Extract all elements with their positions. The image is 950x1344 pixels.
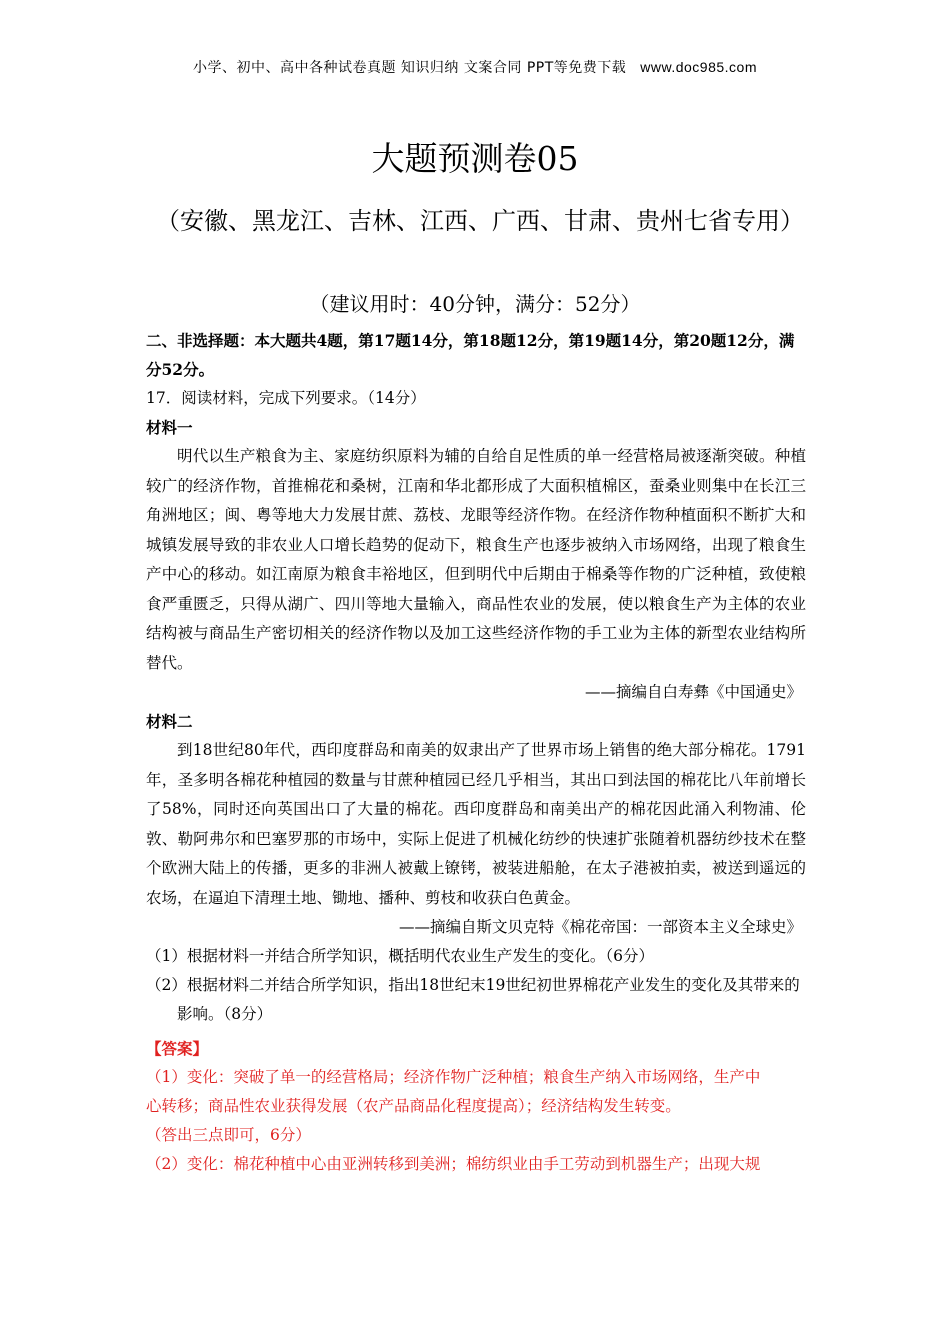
answer-2: （2）变化：棉花种植中心由亚洲转移到美洲；棉纺织业由手工劳动到机器生产；出现大规 <box>146 1155 761 1173</box>
exam-content <box>146 326 806 1179</box>
header-url[interactable]: www.doc985.com <box>640 59 757 75</box>
answer-1-prefix: （1）变化： <box>146 1068 234 1086</box>
page-header <box>0 57 950 77</box>
page-subtitle: （安徽、黑龙江、吉林、江西、广西、甘肃、贵州七省专用） <box>156 207 804 235</box>
answer-1 <box>146 1063 806 1150</box>
answer-tag: 【答案】 <box>146 1039 209 1058</box>
answer-1-line1: 突破了单一的经营格局；经济作物广泛种植；粮食生产纳入市场网络，生产中 <box>233 1068 761 1086</box>
answer-1-line3: （答出三点即可，6分） <box>146 1126 311 1144</box>
section-heading: 二、非选择题：本大题共4题，第17题14分，第18题12分，第19题14分，第20题12分，满分52分。 <box>146 331 795 379</box>
material1-text: 明代以生产粮食为主、家庭纺织原料为辅的自给自足性质的单一经营格局被逐渐突破。种植较广的经济作物，首推棉花和桑树，江南和华北都形成了大面积植棉区，蚕桑业则集中在长江三角洲地区；闽、粤等地大力发展甘蔗、荔枝、龙眼等经济作物。在经济作物种植面积不断扩大和城镇发展导致的非农业人口增长趋势的促动下，粮食生产也逐步被纳入市场网络，出现了粮食生产中心的移动。如江南原为粮食丰裕地区，但到明代中后期由于棉桑等作物的广泛种植，致使粮食严重匮乏，只得从湖广、四川等地大量输入，商品性农业的发展，使以粮食生产为主体的农业结构被与商品生产密切相关的经济作物以及加工这些经济作物的手工业为主体的新型农业结构所替代。 <box>146 447 806 672</box>
answer-1-line2: 心转移；商品性农业获得发展（农产品商品化程度提高）；经济结构发生转变。 <box>146 1097 681 1115</box>
question-title: 17．阅读材料，完成下列要求。（14分） <box>146 389 426 407</box>
header-text: 小学、初中、高中各种试卷真题 知识归纳 文案合同 PPT等免费下载 <box>192 60 627 76</box>
page-title: 大题预测卷05 <box>371 139 579 178</box>
material1-source: ——摘编自白寿彝《中国通史》 <box>584 683 802 701</box>
material2-source: ——摘编自斯文贝克特《棉花帝国：一部资本主义全球史》 <box>398 918 802 936</box>
time-suggestion: （建议用时：40分钟，满分：52分） <box>309 292 641 316</box>
material2-text: 到18世纪80年代，西印度群岛和南美的奴隶出产了世界市场上销售的绝大部分棉花。1791年，圣多明各棉花种植园的数量与甘蔗种植园已经几乎相当，其出口到法国的棉花比八年前增长了58%，同时还向英国出口了大量的棉花。西印度群岛和南美出产的棉花因此涌入利物浦、伦敦、勒阿弗尔和巴塞罗那的市场中，实际上促进了机械化纺纱的快速扩张随着机器纺纱技术在整个欧洲大陆上的传播，更多的非洲人被戴上镣铐，被装进船舱，在太子港被拍卖，被送到遥远的农场，在逼迫下清理土地、锄地、播种、剪枝和收获白色黄金。 <box>146 741 806 907</box>
material2-label: 材料二 <box>146 712 193 731</box>
question-1: （1）根据材料一并结合所学知识，概括明代农业生产发生的变化。（6分） <box>146 947 654 965</box>
question-2: （2）根据材料二并结合所学知识，指出18世纪末19世纪初世界棉花产业发生的变化及其带来的影响。（8分） <box>146 976 800 1023</box>
material1-label: 材料一 <box>146 418 193 437</box>
